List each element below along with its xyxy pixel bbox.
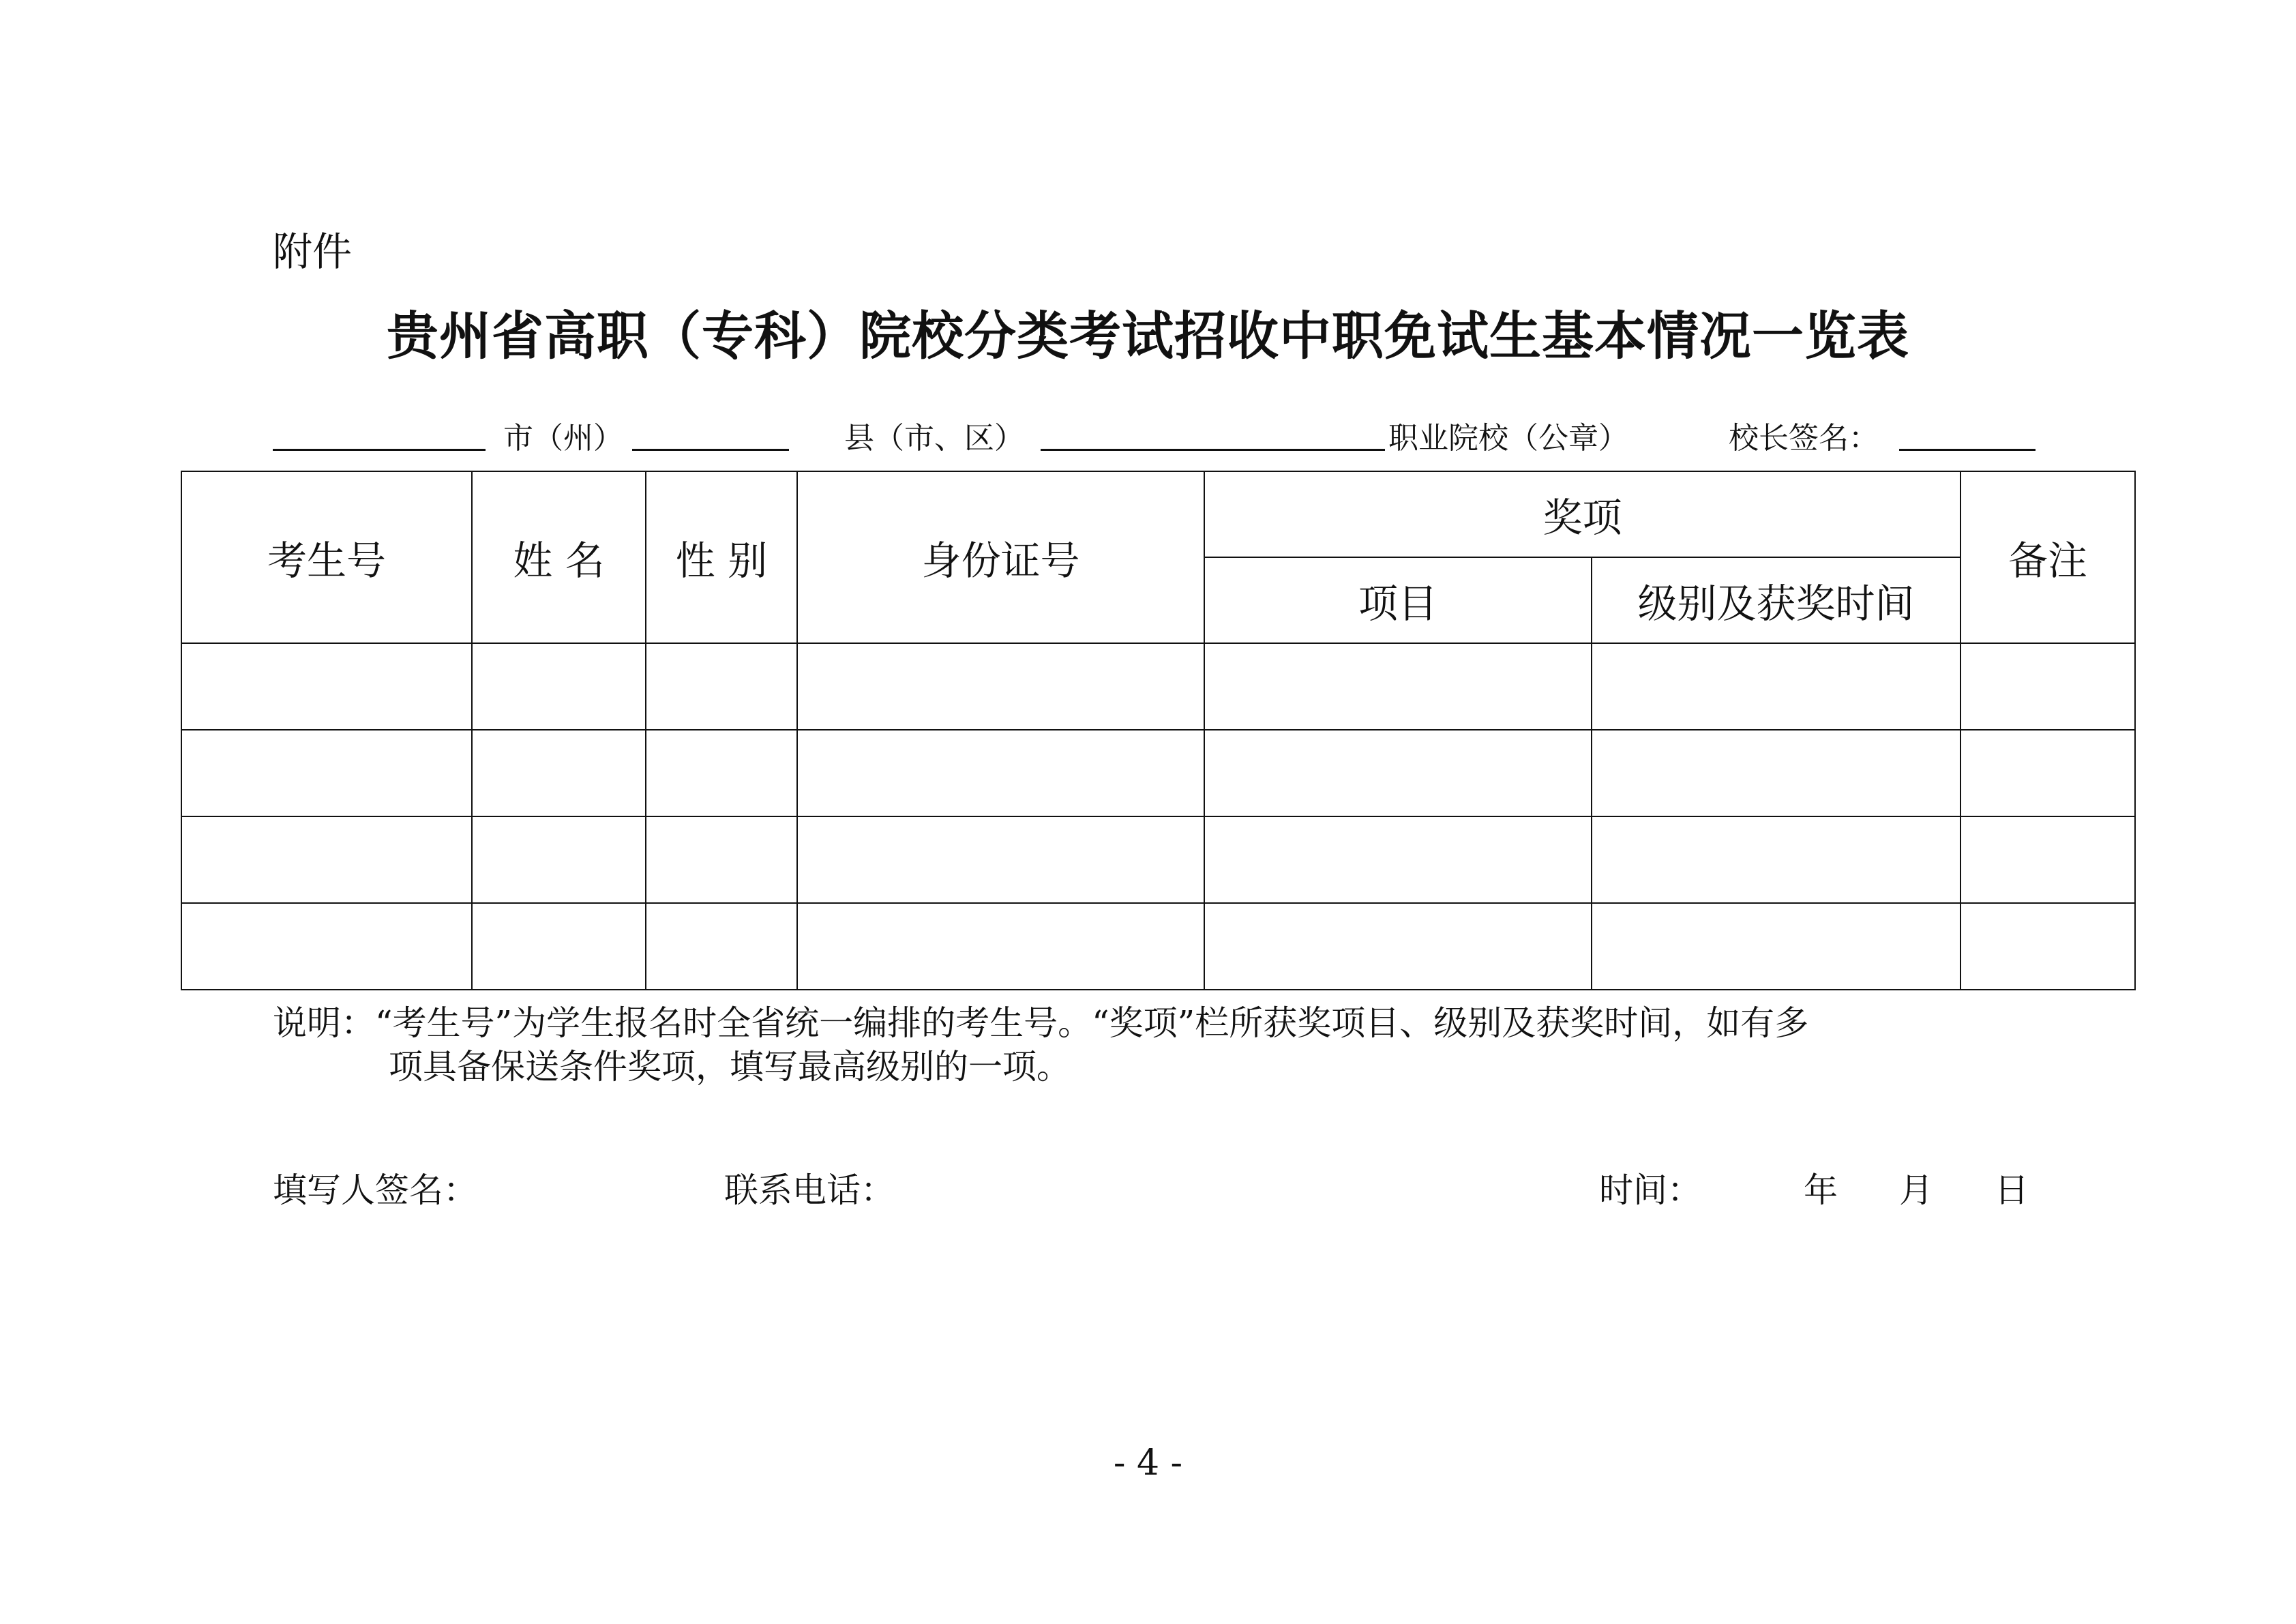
cell-award-item[interactable] xyxy=(1204,903,1592,990)
header-remarks: 备注 xyxy=(1960,471,2135,643)
school-blank[interactable] xyxy=(1041,449,1385,451)
note-line-1: 说明：“考生号”为学生报名时全省统一编排的考生号。“奖项”栏所获奖项目、级别及获奖时间，如有多 xyxy=(273,1003,1809,1043)
cell-award-item[interactable] xyxy=(1204,730,1592,816)
header-name: 姓 名 xyxy=(472,471,646,643)
time-label: 时间： xyxy=(1599,1170,1701,1210)
attachment-label: 附件 xyxy=(273,228,353,275)
cell-name[interactable] xyxy=(472,903,646,990)
principal-label: 校长签名： xyxy=(1729,421,1879,456)
cell-remarks[interactable] xyxy=(1960,730,2135,816)
year-label: 年 xyxy=(1804,1170,1838,1210)
students-table xyxy=(181,471,2136,990)
contact-phone-label: 联系电话： xyxy=(724,1170,895,1210)
cell-exam-no[interactable] xyxy=(181,903,472,990)
cell-id-no[interactable] xyxy=(797,730,1204,816)
page-number: - 4 - xyxy=(1113,1443,1183,1483)
county-label: 县（市、区） xyxy=(844,421,1024,456)
cell-name[interactable] xyxy=(472,730,646,816)
table-row xyxy=(181,903,2135,990)
header-award-item: 项目 xyxy=(1204,557,1592,643)
school-label: 职业院校（公章） xyxy=(1388,421,1628,456)
principal-blank[interactable] xyxy=(1899,449,2036,451)
header-id-no: 身份证号 xyxy=(797,471,1204,643)
header-award: 奖项 xyxy=(1204,471,1960,557)
cell-exam-no[interactable] xyxy=(181,730,472,816)
cell-gender[interactable] xyxy=(646,730,797,816)
cell-award-level-time[interactable] xyxy=(1592,816,1960,903)
cell-exam-no[interactable] xyxy=(181,816,472,903)
county-blank[interactable] xyxy=(632,449,789,451)
cell-gender[interactable] xyxy=(646,643,797,730)
cell-id-no[interactable] xyxy=(797,643,1204,730)
cell-name[interactable] xyxy=(472,643,646,730)
table-row xyxy=(181,730,2135,816)
day-label: 日 xyxy=(1995,1170,2029,1210)
cell-id-no[interactable] xyxy=(797,816,1204,903)
cell-award-item[interactable] xyxy=(1204,643,1592,730)
cell-gender[interactable] xyxy=(646,903,797,990)
cell-award-level-time[interactable] xyxy=(1592,643,1960,730)
cell-exam-no[interactable] xyxy=(181,643,472,730)
cell-award-level-time[interactable] xyxy=(1592,730,1960,816)
header-gender: 性 别 xyxy=(646,471,797,643)
document-title: 贵州省高职（专科）院校分类考试招收中职免试生基本情况一览表 xyxy=(387,306,1909,366)
filler-signature-label: 填写人签名： xyxy=(273,1170,477,1210)
cell-id-no[interactable] xyxy=(797,903,1204,990)
table-row xyxy=(181,643,2135,730)
table-row xyxy=(181,816,2135,903)
city-label: 市（州） xyxy=(503,421,623,456)
cell-remarks[interactable] xyxy=(1960,643,2135,730)
cell-award-item[interactable] xyxy=(1204,816,1592,903)
header-exam-no: 考生号 xyxy=(181,471,472,643)
explanation-note xyxy=(273,1001,1808,1089)
cell-gender[interactable] xyxy=(646,816,797,903)
cell-award-level-time[interactable] xyxy=(1592,903,1960,990)
cell-name[interactable] xyxy=(472,816,646,903)
header-award-level-time: 级别及获奖时间 xyxy=(1592,557,1960,643)
cell-remarks[interactable] xyxy=(1960,816,2135,903)
city-blank[interactable] xyxy=(273,449,486,451)
month-label: 月 xyxy=(1899,1170,1933,1210)
cell-remarks[interactable] xyxy=(1960,903,2135,990)
note-line-2: 项具备保送条件奖项，填写最高级别的一项。 xyxy=(389,1047,1071,1087)
